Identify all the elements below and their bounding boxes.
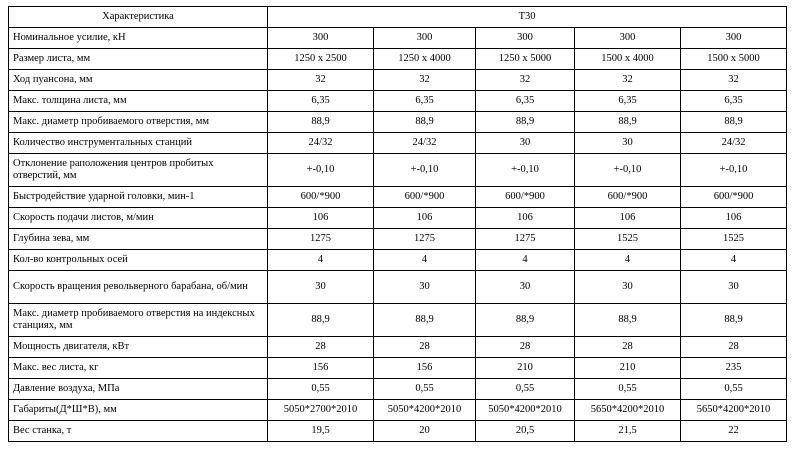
table-row <box>9 112 787 133</box>
row-value: 28 <box>681 337 787 358</box>
row-value: 210 <box>575 358 681 379</box>
row-value: 1525 <box>681 229 787 250</box>
row-value: 0,55 <box>476 379 575 400</box>
row-value: 24/32 <box>681 133 787 154</box>
row-value: 21,5 <box>575 421 681 442</box>
table-row <box>9 91 787 112</box>
table-row <box>9 337 787 358</box>
row-value: 300 <box>476 28 575 49</box>
row-value: 5050*4200*2010 <box>374 400 476 421</box>
header-model: Т30 <box>268 7 787 28</box>
row-value: 6,35 <box>268 91 374 112</box>
row-label: Мощность двигателя, кВт <box>9 337 268 358</box>
row-value: 1250 x 5000 <box>476 49 575 70</box>
row-label: Глубина зева, мм <box>9 229 268 250</box>
row-value: 300 <box>268 28 374 49</box>
table-row <box>9 304 787 337</box>
table-row <box>9 358 787 379</box>
row-value: 32 <box>268 70 374 91</box>
row-value: 88,9 <box>374 304 476 337</box>
header-characteristic: Характеристика <box>9 7 268 28</box>
row-value: 235 <box>681 358 787 379</box>
table-row <box>9 421 787 442</box>
row-label: Ход пуансона, мм <box>9 70 268 91</box>
table-row <box>9 70 787 91</box>
row-value: 24/32 <box>268 133 374 154</box>
row-label: Скорость подачи листов, м/мин <box>9 208 268 229</box>
row-value: 600/*900 <box>476 187 575 208</box>
row-label: Макс. диаметр пробиваемого отверстия, мм <box>9 112 268 133</box>
row-value: 106 <box>268 208 374 229</box>
row-value: +-0,10 <box>575 154 681 187</box>
row-value: 0,55 <box>268 379 374 400</box>
row-value: 1500 x 4000 <box>575 49 681 70</box>
row-value: 22 <box>681 421 787 442</box>
row-value: 30 <box>575 133 681 154</box>
table-row <box>9 208 787 229</box>
table-row <box>9 271 787 304</box>
row-value: 28 <box>268 337 374 358</box>
table-row <box>9 133 787 154</box>
row-value: 106 <box>476 208 575 229</box>
row-value: 1500 x 5000 <box>681 49 787 70</box>
row-label: Макс. вес листа, кг <box>9 358 268 379</box>
row-value: 4 <box>268 250 374 271</box>
row-value: 6,35 <box>681 91 787 112</box>
table-row <box>9 154 787 187</box>
row-value: 88,9 <box>268 304 374 337</box>
row-value: 106 <box>681 208 787 229</box>
row-value: 210 <box>476 358 575 379</box>
row-label: Быстродействие ударной головки, мин-1 <box>9 187 268 208</box>
row-value: 106 <box>575 208 681 229</box>
row-value: 28 <box>374 337 476 358</box>
row-label: Кол-во контрольных осей <box>9 250 268 271</box>
row-value: 6,35 <box>575 91 681 112</box>
row-value: 30 <box>268 271 374 304</box>
row-value: 156 <box>268 358 374 379</box>
row-value: 5650*4200*2010 <box>681 400 787 421</box>
row-value: 1275 <box>374 229 476 250</box>
row-value: 28 <box>476 337 575 358</box>
row-label: Макс. толщина листа, мм <box>9 91 268 112</box>
row-value: 30 <box>374 271 476 304</box>
row-value: 30 <box>575 271 681 304</box>
row-value: 20 <box>374 421 476 442</box>
row-value: 6,35 <box>476 91 575 112</box>
row-value: +-0,10 <box>268 154 374 187</box>
table-row <box>9 229 787 250</box>
spec-table-body <box>9 28 787 442</box>
row-value: 4 <box>681 250 787 271</box>
row-value: 4 <box>575 250 681 271</box>
row-value: 88,9 <box>681 112 787 133</box>
row-value: 600/*900 <box>374 187 476 208</box>
row-value: 5650*4200*2010 <box>575 400 681 421</box>
row-value: 5050*4200*2010 <box>476 400 575 421</box>
row-value: 30 <box>476 133 575 154</box>
row-label: Макс. диаметр пробиваемого отверстия на индексных станциях, мм <box>9 304 268 337</box>
row-label: Количество инструментальных станций <box>9 133 268 154</box>
table-header-row <box>9 7 787 28</box>
row-value: 30 <box>476 271 575 304</box>
row-value: 32 <box>374 70 476 91</box>
row-value: 19,5 <box>268 421 374 442</box>
row-value: 5050*2700*2010 <box>268 400 374 421</box>
row-value: 4 <box>476 250 575 271</box>
row-value: 600/*900 <box>268 187 374 208</box>
row-value: 88,9 <box>476 112 575 133</box>
row-value: 4 <box>374 250 476 271</box>
row-value: 1250 x 2500 <box>268 49 374 70</box>
row-value: 156 <box>374 358 476 379</box>
table-row <box>9 49 787 70</box>
row-value: 32 <box>476 70 575 91</box>
row-value: 300 <box>575 28 681 49</box>
row-value: 1525 <box>575 229 681 250</box>
table-row <box>9 379 787 400</box>
row-value: 0,55 <box>681 379 787 400</box>
row-value: 88,9 <box>374 112 476 133</box>
row-value: 600/*900 <box>681 187 787 208</box>
row-value: 0,55 <box>374 379 476 400</box>
row-value: 32 <box>575 70 681 91</box>
row-value: 88,9 <box>476 304 575 337</box>
row-value: 1275 <box>476 229 575 250</box>
row-label: Давление воздуха, МПа <box>9 379 268 400</box>
row-label: Вес станка, т <box>9 421 268 442</box>
row-value: 300 <box>374 28 476 49</box>
row-value: 300 <box>681 28 787 49</box>
row-value: +-0,10 <box>374 154 476 187</box>
row-value: 88,9 <box>268 112 374 133</box>
row-value: +-0,10 <box>476 154 575 187</box>
row-value: 28 <box>575 337 681 358</box>
row-value: 1250 x 4000 <box>374 49 476 70</box>
row-value: 24/32 <box>374 133 476 154</box>
row-label: Номинальное усилие, кН <box>9 28 268 49</box>
table-row <box>9 250 787 271</box>
spec-table <box>8 6 787 442</box>
row-label: Скорость вращения револьверного барабана, об/мин <box>9 271 268 304</box>
row-value: 6,35 <box>374 91 476 112</box>
row-value: 0,55 <box>575 379 681 400</box>
row-value: 600/*900 <box>575 187 681 208</box>
row-value: 106 <box>374 208 476 229</box>
row-value: +-0,10 <box>681 154 787 187</box>
table-row <box>9 187 787 208</box>
row-value: 88,9 <box>575 112 681 133</box>
row-value: 1275 <box>268 229 374 250</box>
row-value: 32 <box>681 70 787 91</box>
row-value: 30 <box>681 271 787 304</box>
row-value: 88,9 <box>681 304 787 337</box>
row-label: Габариты(Д*Ш*В), мм <box>9 400 268 421</box>
table-row <box>9 28 787 49</box>
row-label: Отклонение раположения центров пробитых отверстий, мм <box>9 154 268 187</box>
row-value: 20,5 <box>476 421 575 442</box>
row-label: Размер листа, мм <box>9 49 268 70</box>
row-value: 88,9 <box>575 304 681 337</box>
table-row <box>9 400 787 421</box>
